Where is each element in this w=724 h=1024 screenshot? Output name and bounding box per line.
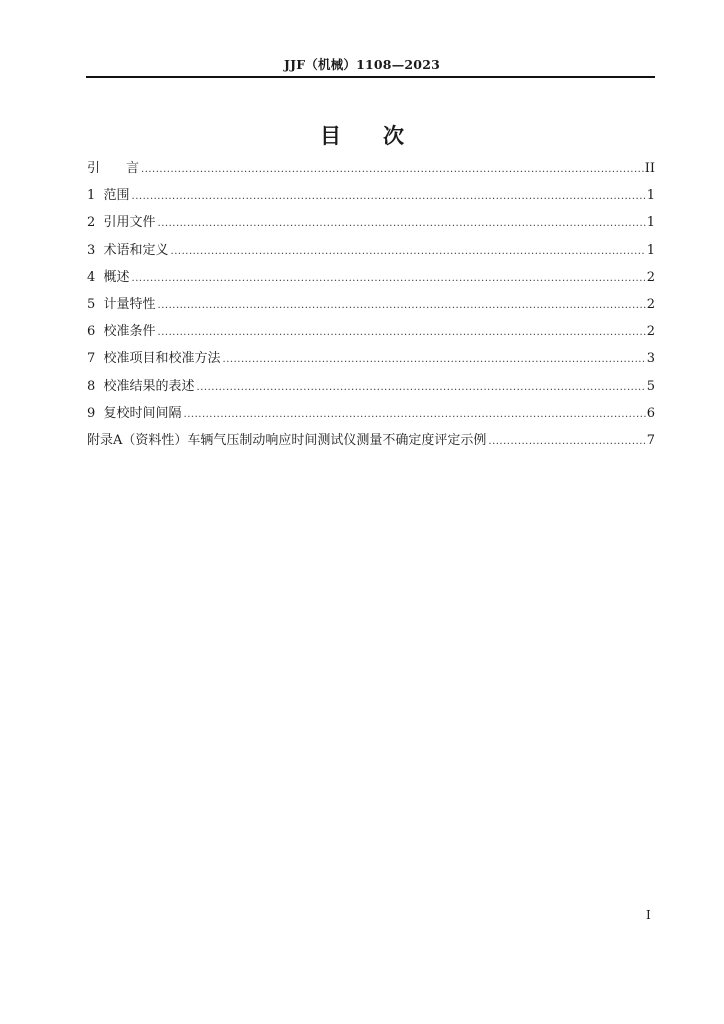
dot-leader (158, 292, 646, 319)
toc-entry-calibration-conditions[interactable] (87, 318, 655, 345)
dot-leader (184, 401, 646, 428)
toc-entry-page: 6 (646, 405, 655, 421)
toc-entry-page: 2 (646, 269, 655, 285)
toc-entry-results-expression[interactable] (87, 373, 655, 400)
running-header: JJF（机械）1108—2023 (284, 57, 440, 72)
toc-entry-label: 5 计量特性 (87, 296, 156, 312)
toc-entry-references[interactable] (87, 209, 655, 236)
page-number: I (646, 908, 651, 922)
toc-entry-page: 2 (646, 296, 655, 312)
toc-entry-label: 引 言 (87, 161, 140, 176)
dot-leader (132, 265, 646, 292)
dot-leader (223, 346, 646, 373)
toc-entry-calibration-items-methods[interactable] (87, 345, 655, 372)
toc-entry-page: 1 (646, 215, 655, 231)
toc-entry-label: 6 校准条件 (87, 324, 156, 340)
toc-entry-label: 2 引用文件 (87, 215, 156, 231)
toc-entry-appendix-a[interactable] (87, 427, 655, 454)
dot-leader (158, 210, 646, 237)
toc-entry-page: 2 (646, 324, 655, 340)
table-of-contents (87, 155, 655, 454)
dot-leader (488, 428, 645, 455)
dot-leader (171, 238, 646, 265)
toc-entry-terms[interactable] (87, 237, 655, 264)
dot-leader (141, 156, 644, 183)
toc-entry-label: 1 范围 (87, 188, 130, 204)
header-divider (86, 76, 655, 78)
dot-leader (158, 319, 646, 346)
toc-entry-recalibration-interval[interactable] (87, 400, 655, 427)
toc-entry-page: II (644, 161, 655, 176)
toc-entry-page: 5 (646, 378, 655, 394)
dot-leader (197, 374, 646, 401)
toc-entry-label: 9 复校时间间隔 (87, 405, 182, 421)
toc-entry-page: 1 (646, 188, 655, 204)
toc-entry-page: 1 (646, 242, 655, 258)
toc-entry-foreword[interactable] (87, 155, 655, 182)
dot-leader (132, 183, 646, 210)
toc-entry-label: 附录A（资料性）车辆气压制动响应时间测试仪测量不确定度评定示例 (87, 432, 487, 448)
toc-entry-label: 3 术语和定义 (87, 242, 169, 258)
toc-entry-scope[interactable] (87, 182, 655, 209)
toc-entry-overview[interactable] (87, 264, 655, 291)
toc-entry-label: 7 校准项目和校准方法 (87, 351, 221, 367)
toc-entry-label: 4 概述 (87, 269, 130, 285)
toc-entry-page: 7 (646, 432, 655, 448)
toc-entry-metrological-characteristics[interactable] (87, 291, 655, 318)
toc-entry-page: 3 (646, 351, 655, 367)
page-title: 目 次 (320, 123, 404, 148)
toc-entry-label: 8 校准结果的表述 (87, 378, 195, 394)
